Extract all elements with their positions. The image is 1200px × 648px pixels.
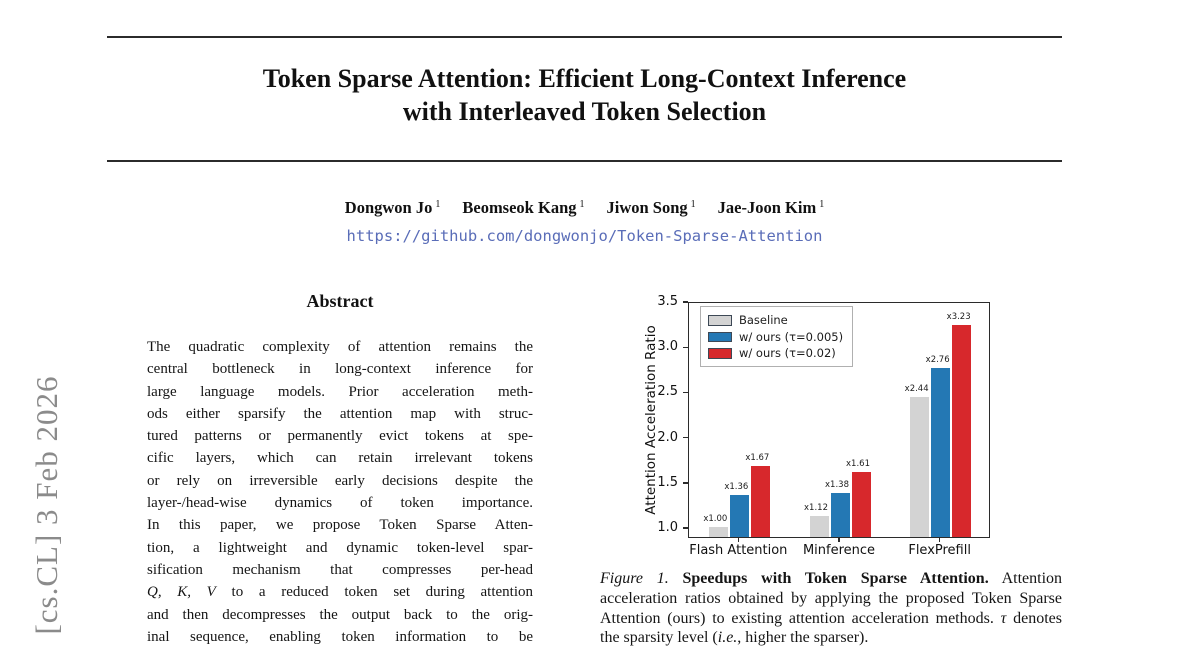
abstract-line: sification mechanism that compresses per-head [147, 561, 533, 578]
ours-02-swatch-icon [708, 348, 732, 359]
abstract-heading: Abstract [306, 291, 374, 311]
x-category-label: Minference [802, 543, 876, 558]
arxiv-watermark: [cs.CL] 3 Feb 2026 [29, 375, 64, 635]
bar-value-label: x3.23 [946, 312, 971, 323]
y-tick-mark [683, 347, 688, 348]
repo-link[interactable]: https://github.com/dongwonjo/Token-Sparse-Attention [346, 227, 823, 245]
paper-title [107, 62, 1062, 128]
author: Beomseok Kang $^1$ [462, 198, 585, 217]
y-tick-mark [683, 392, 688, 393]
x-category-label: FlexPrefill [908, 543, 971, 558]
bar-flexprefill-s0 [910, 397, 929, 537]
y-tick-mark [683, 527, 688, 528]
affiliation-sup: 1 [435, 198, 441, 210]
figure-caption: Figure 1. Speedups with Token Sparse Attention. Attention acceleration ratios obtained by applying the proposed Token Sparse Attention (ours) to existing attention acceleration methods. τ denotes the sparsity level (i.e., higher the sparser). [600, 570, 1063, 647]
title-bottom-rule [107, 160, 1062, 162]
x-tick-mark [738, 538, 739, 542]
abstract-line: and then decompresses the output back to the orig- [147, 606, 533, 623]
bar-value-label: x1.36 [724, 481, 749, 492]
author: Jiwon Song $^1$ [606, 198, 696, 217]
math-qkv: Q, K, V [147, 584, 216, 601]
figure-number: Figure 1. [600, 570, 669, 587]
bar-value-label: x1.12 [804, 503, 828, 514]
x-tick-mark [838, 538, 839, 542]
bar-flexprefill-s1 [931, 368, 950, 537]
abstract-line: large language models. Prior acceleration meth- [147, 383, 533, 400]
y-tick-mark [683, 301, 688, 302]
x-category-label: Flash Attention [689, 543, 788, 558]
abstract-line: inal sequence, enabling token information to be [147, 628, 533, 645]
bar-value-label: x1.67 [745, 453, 770, 464]
abstract-line: cific layers, which can retain irrelevant tokens [147, 450, 533, 467]
legend-item-ours-02: w/ ours (τ=0.02) [708, 345, 843, 362]
bar-flash-attention-s0 [709, 527, 728, 537]
abstract-line: layer-/head-wise dynamics of token importance. [147, 495, 533, 512]
abstract-line: or rely on irreversible early decisions despite the [147, 472, 533, 489]
bar-chart-plot-area [688, 302, 990, 538]
affiliation-sup: 1 [690, 198, 696, 210]
bar-flexprefill-s2 [952, 325, 971, 537]
author: Dongwon Jo $^1$ [344, 198, 441, 217]
author-list [107, 198, 1062, 218]
bar-value-label: x1.61 [846, 458, 870, 469]
bar-value-label: x1.38 [825, 479, 849, 490]
bar-value-label: x1.00 [703, 514, 728, 525]
abstract-body [147, 336, 533, 648]
author: Jae-Joon Kim $^1$ [717, 198, 825, 217]
abstract-line: ods either sparsify the attention map with struc- [147, 405, 533, 422]
abstract-line: central bottleneck in long-context inference for [147, 361, 533, 378]
y-tick-label: 1.0 [657, 520, 678, 536]
bar-value-label: x2.44 [904, 383, 929, 394]
bar-minference-s2 [852, 472, 871, 537]
caption-bold-title: Speedups with Token Sparse Attention. [682, 570, 989, 587]
y-tick-mark [683, 437, 688, 438]
title-line-1: Token Sparse Attention: Efficient Long-Context Inference [262, 64, 907, 93]
abstract-line: The quadratic complexity of attention remains the [147, 339, 533, 355]
chart-legend [700, 306, 853, 367]
y-tick-label: 1.5 [657, 474, 678, 490]
legend-item-baseline: Baseline [708, 312, 843, 329]
affiliation-sup: 1 [819, 198, 825, 210]
y-tick-label: 3.5 [657, 294, 678, 309]
abstract-line: tion, a lightweight and dynamic token-level spar- [147, 539, 533, 556]
bar-minference-s1 [831, 493, 850, 537]
y-tick-label: 3.0 [657, 339, 678, 355]
y-tick-label: 2.0 [657, 429, 678, 445]
affiliation-sup: 1 [579, 198, 585, 210]
x-tick-mark [939, 538, 940, 542]
abstract-line-math: Q, K, V to a reduced token set during attention [147, 584, 534, 601]
bar-value-label: x2.76 [925, 354, 950, 365]
ours-005-swatch-icon [708, 332, 732, 343]
math-tau: τ [1000, 609, 1007, 627]
legend-item-ours-005: w/ ours (τ=0.005) [708, 329, 843, 346]
abstract-line: In this paper, we propose Token Sparse Atten- [147, 517, 533, 534]
top-rule [107, 36, 1062, 38]
baseline-swatch-icon [708, 315, 732, 326]
chart-y-axis-label: Attention Acceleration Ratio [643, 325, 659, 515]
caption-ie: i.e. [717, 629, 738, 647]
bar-minference-s0 [810, 516, 829, 537]
y-tick-mark [683, 482, 688, 483]
y-tick-label: 2.5 [657, 384, 678, 400]
abstract-line: tured patterns or permanently evict tokens at spe- [147, 428, 533, 445]
bar-flash-attention-s2 [751, 466, 770, 537]
title-line-2: with Interleaved Token Selection [402, 97, 767, 126]
bar-flash-attention-s1 [730, 495, 749, 537]
